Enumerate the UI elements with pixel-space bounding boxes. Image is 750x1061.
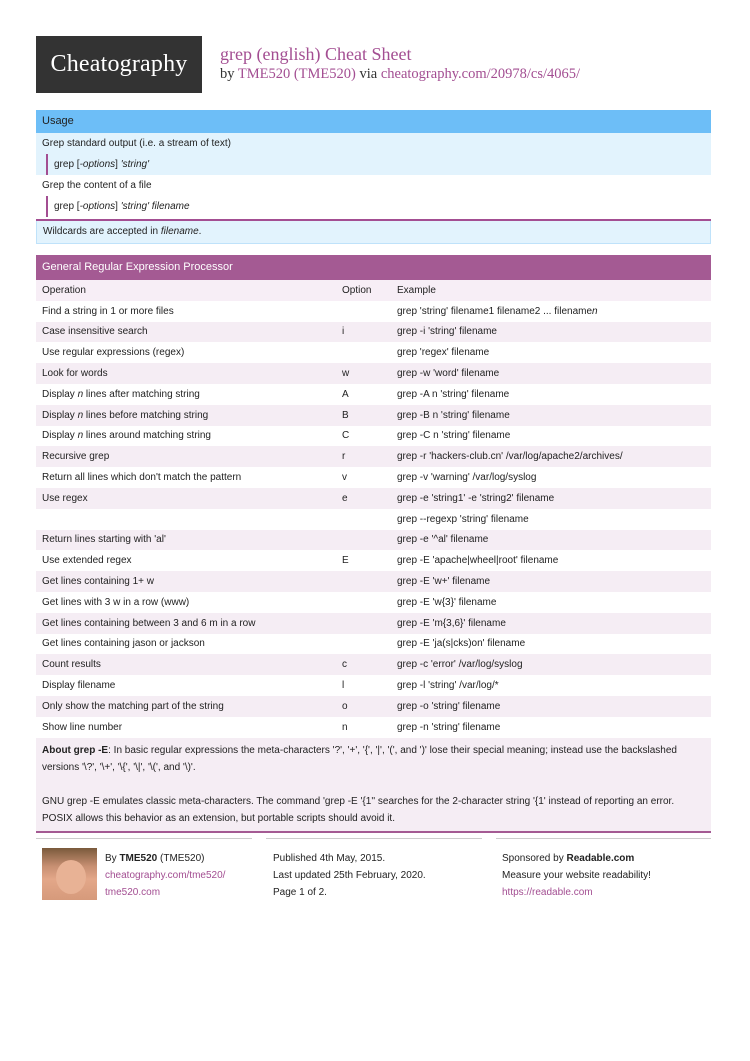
- option-cell: [336, 634, 391, 655]
- example-cell: [391, 550, 711, 571]
- example-cell: [391, 509, 711, 530]
- example-cell: [391, 301, 711, 322]
- operation-cell: Use regex: [36, 488, 336, 509]
- operation-cell: Show line number: [36, 717, 336, 738]
- table-row: [36, 467, 711, 488]
- usage-desc-stdout: Grep standard output (i.e. a stream of text): [36, 133, 711, 154]
- option-cell: [336, 301, 391, 322]
- operation-cell: Use extended regex: [36, 550, 336, 571]
- option-cell: [336, 592, 391, 613]
- col-option: Option: [336, 280, 391, 301]
- table-row: [36, 696, 711, 717]
- usage-desc-file: Grep the content of a file: [36, 175, 711, 196]
- table-row: [36, 717, 711, 738]
- footer-sponsor-col: [502, 850, 651, 901]
- footer-by: By: [105, 853, 120, 864]
- code-part: grep [: [54, 201, 80, 212]
- published-date: Published 4th May, 2015.: [273, 853, 386, 864]
- grep-table: [36, 280, 711, 738]
- code-part: ]: [115, 159, 121, 170]
- example-italic: n: [592, 305, 598, 317]
- option-cell: w: [336, 363, 391, 384]
- page-title: grep (english) Cheat Sheet: [220, 44, 412, 64]
- sponsor-line: [502, 850, 651, 867]
- operation-cell: Only show the matching part of the string: [36, 696, 336, 717]
- operation-text: lines after matching string: [83, 388, 200, 400]
- footer-author-col: [105, 850, 225, 901]
- example-text: grep -e 'string1' -e 'string2' filename: [397, 492, 555, 504]
- profile-link[interactable]: cheatography.com/tme520/: [105, 870, 226, 881]
- table-row: [36, 301, 711, 322]
- byline-by: by: [220, 66, 235, 82]
- example-cell: [391, 363, 711, 384]
- note-paragraph-2: GNU grep -E emulates classic meta-characters. The command 'grep -E '{1'' searches for the 2-character string '{1' instead of reporting an error. POSIX allows this behavior as an extension, but portable scripts should avoid it.: [42, 795, 675, 824]
- footer-dates-col: [273, 850, 426, 901]
- example-cell: [391, 446, 711, 467]
- grep-section: [36, 255, 711, 833]
- sponsor-link[interactable]: https://readable.com: [502, 887, 593, 898]
- sponsor-tagline: Measure your website readability!: [502, 870, 651, 881]
- operation-cell: Get lines containing 1+ w: [36, 571, 336, 592]
- operation-cell: [36, 426, 336, 447]
- option-cell: [336, 530, 391, 551]
- code-options: -options: [79, 201, 116, 212]
- example-cell: [391, 613, 711, 634]
- table-row: [36, 322, 711, 343]
- avatar-face: [56, 860, 86, 894]
- operation-cell: Case insensitive search: [36, 322, 336, 343]
- footer-author-name: TME520: [119, 853, 158, 864]
- note-part: .: [198, 226, 202, 237]
- code-args: 'string': [120, 159, 149, 170]
- page-number: Page 1 of 2.: [273, 887, 327, 898]
- note-part: Wildcards are accepted in: [43, 226, 161, 237]
- table-row: [36, 509, 711, 530]
- table-row: [36, 363, 711, 384]
- example-text: grep -E 'w{3}' filename: [397, 596, 497, 608]
- example-cell: [391, 592, 711, 613]
- example-text: grep -E 'w+' filename: [397, 576, 491, 588]
- table-row: [36, 384, 711, 405]
- grep-heading: General Regular Expression Processor: [36, 255, 711, 280]
- option-cell: e: [336, 488, 391, 509]
- operation-cell: Find a string in 1 or more files: [36, 301, 336, 322]
- option-cell: [336, 342, 391, 363]
- usage-code-file: [46, 196, 711, 217]
- example-cell: [391, 342, 711, 363]
- col-example: Example: [391, 280, 711, 301]
- example-text: grep -r 'hackers-club.cn' /var/log/apache2/archives/: [397, 451, 623, 463]
- option-cell: [336, 613, 391, 634]
- table-row: [36, 426, 711, 447]
- example-cell: [391, 322, 711, 343]
- note-bold: About grep -E: [42, 744, 109, 756]
- usage-code-stdout: [46, 154, 711, 175]
- updated-date: Last updated 25th February, 2020.: [273, 870, 426, 881]
- example-cell: [391, 426, 711, 447]
- example-text: grep -w 'word' filename: [397, 368, 500, 380]
- operation-text: Display: [42, 388, 78, 400]
- table-header-row: [36, 280, 711, 301]
- example-text: grep -o 'string' filename: [397, 700, 501, 712]
- option-cell: C: [336, 426, 391, 447]
- footer-divider: [266, 838, 482, 839]
- footer-author: [105, 850, 225, 867]
- sponsor-name: Readable.com: [566, 853, 635, 864]
- cheatography-logo[interactable]: [36, 36, 202, 93]
- example-text: grep -c 'error' /var/log/syslog: [397, 659, 523, 671]
- note-paragraph-1: [42, 742, 705, 776]
- option-cell: n: [336, 717, 391, 738]
- grep-note: [36, 738, 711, 833]
- footer-divider: [496, 838, 711, 839]
- byline-via: via: [359, 66, 378, 82]
- table-row: [36, 634, 711, 655]
- table-row: [36, 613, 711, 634]
- operation-cell: Return all lines which don't match the pattern: [36, 467, 336, 488]
- option-cell: A: [336, 384, 391, 405]
- table-row: [36, 571, 711, 592]
- example-cell: [391, 717, 711, 738]
- example-text: grep -E 'ja(s|cks)on' filename: [397, 638, 526, 650]
- option-cell: i: [336, 322, 391, 343]
- logo-text: Cheatography: [50, 51, 188, 77]
- example-cell: [391, 405, 711, 426]
- operation-italic: n: [77, 430, 84, 442]
- table-row: [36, 530, 711, 551]
- code-options: -options: [79, 159, 116, 170]
- operation-cell: [36, 405, 336, 426]
- table-row: [36, 550, 711, 571]
- example-text: grep -A n 'string' filename: [397, 388, 510, 400]
- operation-cell: Count results: [36, 654, 336, 675]
- sheet-url-link[interactable]: cheatography.com/20978/cs/4065/: [380, 66, 581, 82]
- table-row: [36, 405, 711, 426]
- note-text: : In basic regular expressions the meta-characters '?', '+', '{', '|', '(', and ')' lose their special meaning; instead use the backslashed versions '\?', '\+', '\{', '\|', '\(', and '\)'.: [42, 744, 677, 773]
- option-cell: [336, 571, 391, 592]
- example-text: grep --regexp 'string' filename: [397, 513, 529, 525]
- footer-author-rest: (TME520): [157, 853, 205, 864]
- option-cell: r: [336, 446, 391, 467]
- grep-table-body: [36, 301, 711, 738]
- option-cell: v: [336, 467, 391, 488]
- operation-text: Display: [42, 409, 78, 421]
- operation-cell: Return lines starting with 'al': [36, 530, 336, 551]
- table-row: [36, 488, 711, 509]
- usage-note: [36, 221, 711, 244]
- example-cell: [391, 634, 711, 655]
- example-text: grep -C n 'string' filename: [397, 430, 511, 442]
- usage-section: [36, 110, 711, 244]
- table-row: [36, 342, 711, 363]
- operation-italic: n: [77, 409, 84, 421]
- example-text: grep -l 'string' /var/log/*: [397, 680, 499, 692]
- table-row: [36, 446, 711, 467]
- operation-cell: Get lines containing between 3 and 6 m in a row: [36, 613, 336, 634]
- sponsor-pre: Sponsored by: [502, 853, 567, 864]
- example-cell: [391, 530, 711, 551]
- example-text: grep -B n 'string' filename: [397, 409, 510, 421]
- code-part: grep [: [54, 159, 80, 170]
- operation-text: Display: [42, 430, 78, 442]
- example-text: grep -n 'string' filename: [397, 721, 501, 733]
- example-text: grep -E 'apache|wheel|root' filename: [397, 555, 559, 567]
- example-cell: [391, 384, 711, 405]
- operation-text: lines before matching string: [83, 409, 209, 421]
- usage-code-row: [36, 154, 711, 175]
- site-link[interactable]: tme520.com: [105, 887, 161, 898]
- example-cell: [391, 488, 711, 509]
- table-row: [36, 654, 711, 675]
- author-link[interactable]: TME520 (TME520): [237, 66, 356, 82]
- note-filename: filename: [160, 226, 199, 237]
- author-avatar[interactable]: [42, 848, 97, 900]
- table-row: [36, 675, 711, 696]
- operation-cell: Get lines with 3 w in a row (www): [36, 592, 336, 613]
- option-cell: l: [336, 675, 391, 696]
- col-operation: Operation: [36, 280, 336, 301]
- example-text: grep 'regex' filename: [397, 347, 490, 359]
- usage-heading: Usage: [36, 110, 711, 133]
- example-text: grep -E 'm{3,6}' filename: [397, 617, 506, 629]
- example-text: grep -i 'string' filename: [397, 326, 497, 338]
- option-cell: o: [336, 696, 391, 717]
- example-cell: [391, 696, 711, 717]
- example-cell: [391, 571, 711, 592]
- option-cell: [336, 509, 391, 530]
- operation-cell: Recursive grep: [36, 446, 336, 467]
- option-cell: B: [336, 405, 391, 426]
- example-cell: [391, 675, 711, 696]
- example-text: grep -v 'warning' /var/log/syslog: [397, 472, 537, 484]
- operation-cell: Use regular expressions (regex): [36, 342, 336, 363]
- operation-cell: [36, 384, 336, 405]
- code-part: ]: [115, 201, 121, 212]
- option-cell: E: [336, 550, 391, 571]
- example-text: grep 'string' filename1 filename2 ... filename: [397, 305, 593, 317]
- usage-code-row: [36, 196, 711, 219]
- byline: [220, 66, 580, 83]
- code-args: 'string' filename: [120, 201, 190, 212]
- example-cell: [391, 467, 711, 488]
- operation-cell: [36, 509, 336, 530]
- table-row: [36, 592, 711, 613]
- example-text: grep -e '^al' filename: [397, 534, 489, 546]
- operation-cell: Get lines containing jason or jackson: [36, 634, 336, 655]
- operation-cell: Look for words: [36, 363, 336, 384]
- option-cell: c: [336, 654, 391, 675]
- operation-text: lines around matching string: [83, 430, 211, 442]
- footer-divider: [36, 838, 252, 839]
- operation-cell: Display filename: [36, 675, 336, 696]
- operation-italic: n: [77, 388, 84, 400]
- example-cell: [391, 654, 711, 675]
